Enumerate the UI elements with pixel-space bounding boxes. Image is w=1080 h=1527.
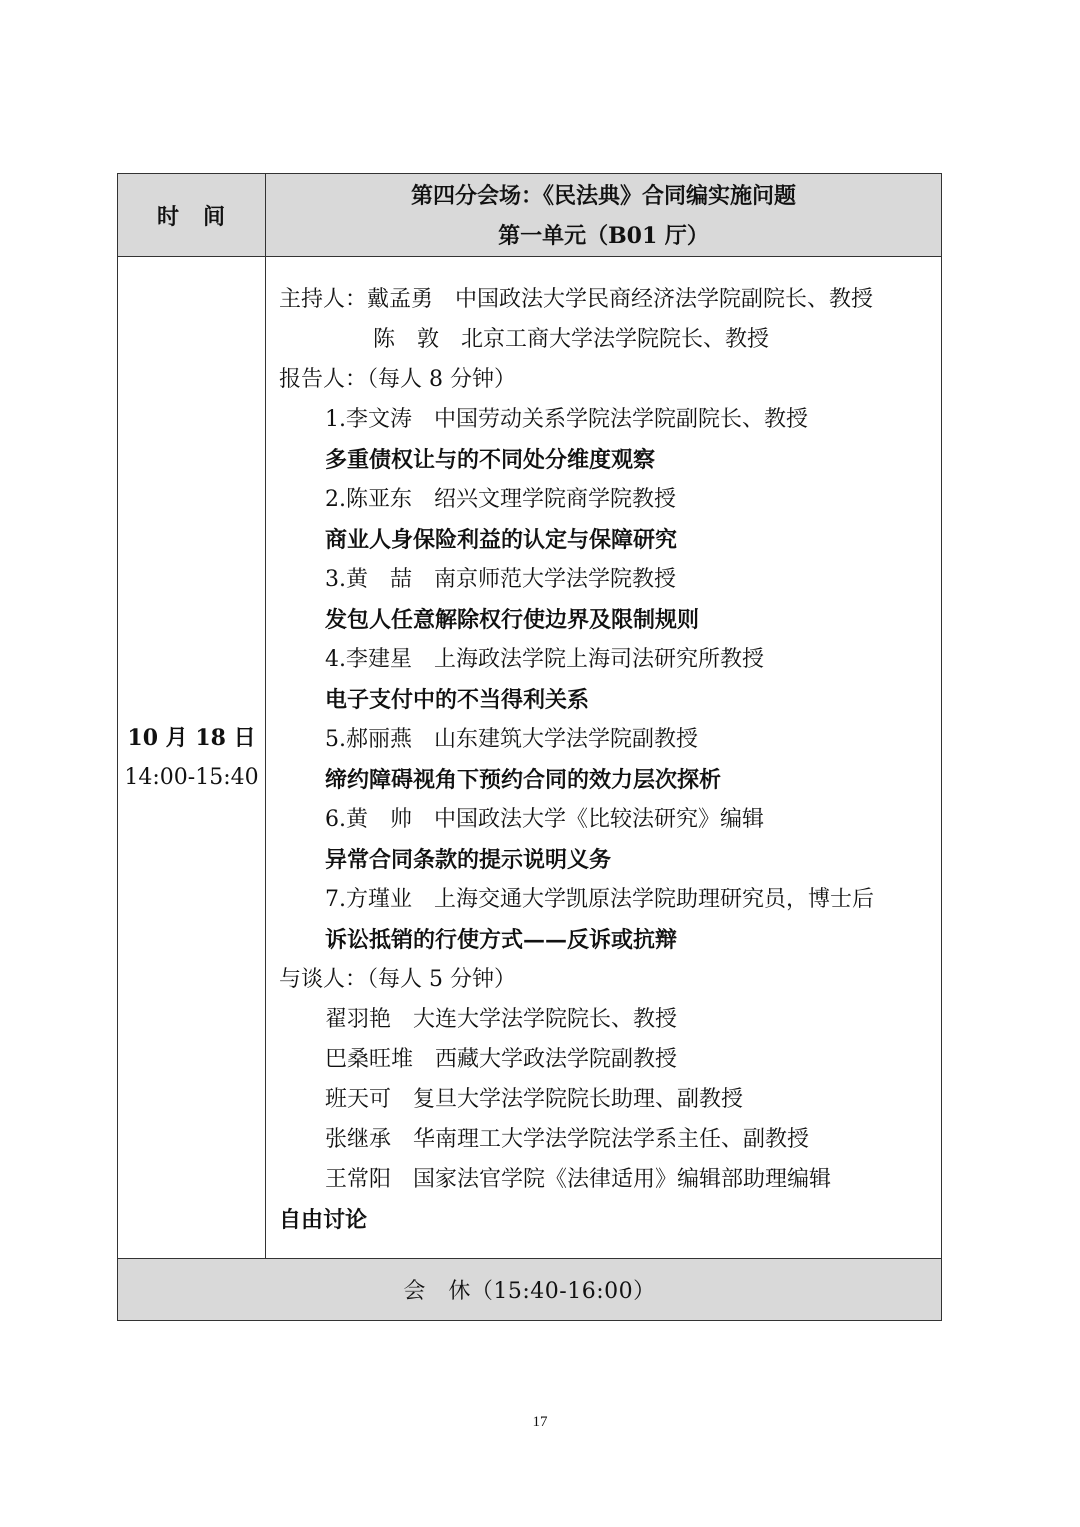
- reporter-line: [279, 560, 939, 600]
- unit-title: 第一单元（B01 厅）: [498, 222, 709, 249]
- reporter-name: 郝丽燕: [346, 727, 413, 752]
- session-date: 10 月 18 日: [127, 725, 256, 751]
- reporter-name: 陈亚东: [346, 487, 413, 512]
- discussants-heading: [279, 960, 939, 1000]
- reporter-number: 5.: [325, 727, 346, 752]
- reporter-affiliation: 绍兴文理学院商学院教授: [434, 487, 677, 512]
- session-content: [279, 280, 939, 1240]
- reporter-line: [279, 400, 939, 440]
- discussant-name: 班天可: [325, 1087, 392, 1112]
- reporter-number: 3.: [325, 567, 346, 592]
- reporter-number: 4.: [325, 647, 346, 672]
- reporter-line: [279, 880, 939, 920]
- reporters-label: 报告人：: [279, 367, 368, 392]
- session-time-range: 14:00-15:40: [124, 765, 259, 790]
- discussant-affiliation: 大连大学法学院院长、教授: [413, 1007, 678, 1032]
- reporter-line: [279, 800, 939, 840]
- reporter-affiliation: 上海交通大学凯原法学院助理研究员，博士后: [434, 887, 875, 912]
- reporter-topic: 发包人任意解除权行使边界及限制规则: [325, 607, 700, 633]
- reporter-topic: 电子支付中的不当得利关系: [325, 687, 590, 713]
- reporter-name: 黄 喆: [346, 567, 413, 592]
- schedule-table: [117, 173, 942, 1321]
- session-body-row: [118, 257, 941, 1259]
- session-header: [266, 174, 941, 257]
- reporter-number: 7.: [325, 887, 346, 912]
- reporter-topic: 诉讼抵销的行使方式——反诉或抗辩: [325, 927, 678, 953]
- discussant-affiliation: 复旦大学法学院院长助理、副教授: [413, 1087, 744, 1112]
- discussants-label: 与谈人：: [279, 967, 368, 992]
- session-title: 第四分会场：《民法典》合同编实施问题: [410, 182, 796, 209]
- reporter-line: [279, 480, 939, 520]
- discussant-line: [279, 1120, 939, 1160]
- host-line: [279, 320, 939, 360]
- discussant-name: 巴桑旺堆: [325, 1047, 414, 1072]
- reporters-heading: [279, 360, 939, 400]
- reporter-affiliation: 中国劳动关系学院法学院副院长、教授: [434, 407, 809, 432]
- host-line: [279, 280, 939, 320]
- hosts-label: 主持人：: [279, 287, 368, 312]
- reporter-topic: 异常合同条款的提示说明义务: [325, 847, 612, 873]
- discussants-note: （每人 5 分钟）: [367, 967, 516, 992]
- reporter-number: 1.: [325, 407, 346, 432]
- time-column-header: 时 间: [156, 204, 226, 230]
- table-header-row: [118, 174, 941, 257]
- reporter-affiliation: 上海政法学院上海司法研究所教授: [434, 647, 765, 672]
- discussant-affiliation: 国家法官学院《法律适用》编辑部助理编辑: [413, 1167, 832, 1192]
- reporter-affiliation: 南京师范大学法学院教授: [434, 567, 677, 592]
- discussant-line: [279, 1080, 939, 1120]
- discussant-name: 翟羽艳: [325, 1007, 392, 1032]
- reporter-number: 6.: [325, 807, 346, 832]
- reporters-note: （每人 8 分钟）: [367, 367, 516, 392]
- reporter-line: [279, 640, 939, 680]
- reporter-name: 方瑾业: [346, 887, 413, 912]
- discussant-affiliation: 西藏大学政法学院副教授: [435, 1047, 678, 1072]
- reporter-affiliation: 山东建筑大学法学院副教授: [434, 727, 699, 752]
- reporter-name: 李建星: [346, 647, 413, 672]
- discussant-name: 张继承: [325, 1127, 392, 1152]
- discussant-line: [279, 1000, 939, 1040]
- reporter-topic: 多重债权让与的不同处分维度观察: [325, 447, 656, 473]
- discussant-name: 王常阳: [325, 1167, 392, 1192]
- page-number: 17: [532, 1414, 548, 1430]
- reporter-name: 黄 帅: [346, 807, 413, 832]
- host-title: 北京工商大学法学院院长、教授: [461, 327, 770, 352]
- reporter-number: 2.: [325, 487, 346, 512]
- discussant-line: [279, 1040, 939, 1080]
- discussant-affiliation: 华南理工大学法学院法学系主任、副教授: [413, 1127, 810, 1152]
- host-title: 中国政法大学民商经济法学院副院长、教授: [455, 287, 874, 312]
- host-name: 戴孟勇: [367, 287, 434, 312]
- column-divider: [265, 174, 266, 1259]
- reporter-line: [279, 720, 939, 760]
- discussant-line: [279, 1160, 939, 1200]
- break-row: 会 休（15:40-16:00）: [118, 1259, 941, 1320]
- reporter-topic: 缔约障碍视角下预约合同的效力层次探析: [325, 767, 722, 793]
- host-name: 陈 敦: [373, 327, 440, 352]
- reporter-affiliation: 中国政法大学《比较法研究》编辑: [434, 807, 765, 832]
- reporter-name: 李文涛: [346, 407, 413, 432]
- free-discussion: 自由讨论: [279, 1207, 368, 1233]
- time-cell: [118, 257, 265, 1259]
- reporter-topic: 商业人身保险利益的认定与保障研究: [325, 527, 678, 553]
